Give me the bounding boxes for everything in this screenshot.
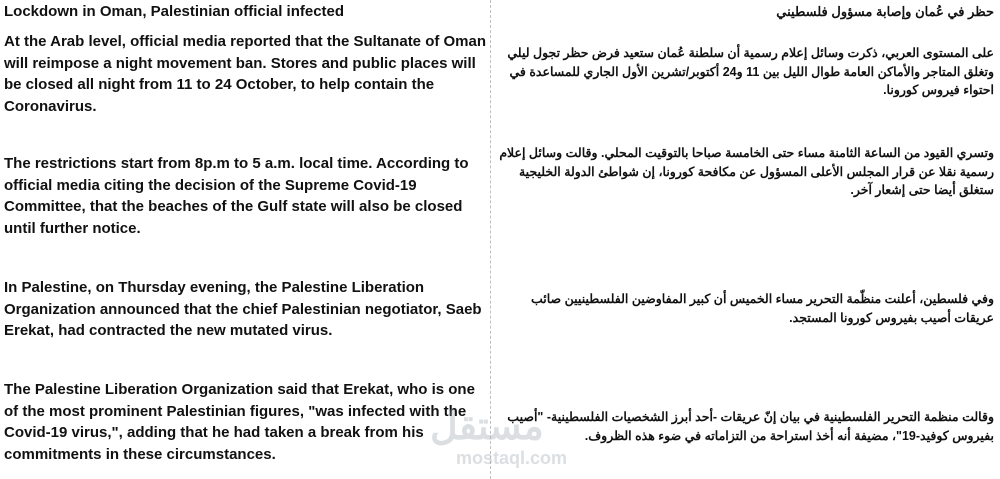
arabic-paragraph-palestine: وفي فلسطين، أعلنت منظّمة التحرير مساء الخميس أن كبير المفاوضين الفلسطينيين صائب عريقات أصيب بفيروس كورونا المستجد. bbox=[530, 292, 994, 325]
arabic-paragraph-restrictions: وتسري القيود من الساعة الثامنة مساء حتى الخامسة صباحا بالتوقيت المحلي. وقالت وسائل إعلام رسمية نقلا عن قرار المجلس الأعلى المسؤول عن مكافحة كورونا، إن شواطئ الدولة الخليجية ستغلق أيضا حتى إشعار آخر. bbox=[499, 146, 994, 197]
english-paragraph-palestine: In Palestine, on Thursday evening, the Palestine Liberation Organization announced that the chief Palestinian negotiator, Saeb Erekat, had contracted the new mutated virus. bbox=[4, 279, 482, 339]
arabic-paragraph-erekat: وقالت منظمة التحرير الفلسطينية في بيان إنّ عريقات -أحد أبرز الشخصيات الفلسطينية- "أصيب بفيروس كوفيد-19"، مضيفة أنه أخذ استراحة من التزاماته في ضوء هذه الظروف. bbox=[507, 410, 994, 443]
mostaql-logo-text: مستقل bbox=[430, 406, 544, 448]
english-paragraph-oman-ban: At the Arab level, official media reported that the Sultanate of Oman will reimpose a night movement ban. Stores and public places will be closed all night from 11 to 24 October, to help contain the Coronavirus. bbox=[4, 33, 487, 115]
arabic-paragraph-oman-ban: على المستوى العربي، ذكرت وسائل إعلام رسمية أن سلطنة عُمان ستعيد فرض حظر تجول ليلي وتغلق المتاجر والأماكن العامة طوال الليل بين 11 و24 أكتوبر/تشرين الأول الجاري للمساعدة في احتواء فيروس كورونا. bbox=[507, 46, 994, 97]
english-paragraph-restrictions: The restrictions start from 8p.m to 5 a.m. local time. According to official media citing the decision of the Supreme Covid-19 Committee, that the beaches of the Gulf state will also be closed until further notice. bbox=[4, 155, 469, 237]
english-paragraph-erekat: The Palestine Liberation Organization said that Erekat, who is one of the most prominent Palestinian figures, "was infected with the Covid-19 virus,", adding that he had taken a break from his commitments in these circumstances. bbox=[4, 381, 475, 463]
arabic-headline: حظر في عُمان وإصابة مسؤول فلسطيني bbox=[776, 4, 994, 19]
english-headline: Lockdown in Oman, Palestinian official infected bbox=[4, 3, 345, 20]
mostaql-site-text: mostaql.com bbox=[456, 448, 568, 468]
column-divider bbox=[490, 0, 491, 479]
